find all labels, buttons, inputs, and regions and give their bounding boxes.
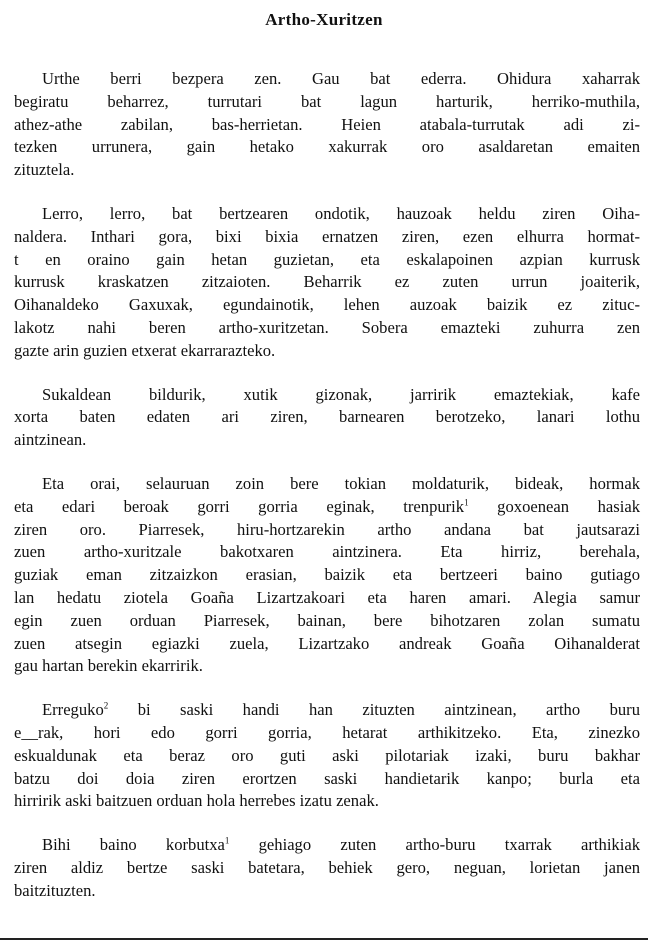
text-line [14,496,640,519]
text-line: zuen atsegin egiazki zuela, Lizartzako andreak Goaña Oihanalderat [14,633,640,653]
text-line: kurrusk kraskatzen zitzaioten. Beharrik ez zuten urrun joaiterik, [14,272,640,292]
text-line: Urthe berri bezpera zen. Gau bat ederra. Ohidura xaharrak [42,69,640,88]
footnote-ref: 1 [224,835,230,846]
paragraph-3 [14,384,640,452]
text-line: begiratu beharrez, turrutari bat lagun harturik, herriko-muthila, [14,91,640,111]
text-line: Lerro, lerro, bat bertzearen ondotik, hauzoak heldu ziren Oiha- [42,203,640,223]
text-line: eskualdunak eta beraz oro guti aski pilotariak izaki, buru bakhar [14,745,640,765]
text-line: ziren aldiz bertze saski batetara, behiek gero, neguan, lorietan janen [14,857,640,877]
text-segment: gehiago zuten artho-buru txarrak arthikiak [258,835,640,855]
text-line: t en oraino gain hetan guzietan, eta eskalapoinen azpian kurrusk [14,249,640,269]
text-line: gazte arin guzien etxerat ekarrarazteko. [14,340,276,360]
text-line: athez-athe zabilan, bas-herrietan. Heien atabala-turrutak adi zi- [14,114,640,134]
footnote-ref: 2 [103,700,109,711]
text-segment: goxoenean hasiak [497,496,641,516]
text-segment: Bihi baino korbutxa [42,835,225,855]
text-segment: bi saski handi han zituzten aintzinean, artho buru [137,700,640,720]
text-line: e__rak, hori edo gorri gorria, hetarat arthikitzeko. Eta, zinezko [14,722,640,742]
text-line: zuen artho-xuritzale bakotxaren aintzinera. Eta hirriz, berehala, [14,542,640,562]
document-body [14,68,640,924]
text-line: tezken urrunera, gain hetako xakurrak oro asaldaretan emaiten [14,137,640,157]
text-line: zituztela. [14,160,75,180]
text-line: gau hartan berekin ekarririk. [14,656,203,676]
text-line: Sukaldean bildurik, xutik gizonak, jarririk emaztekiak, kafe [42,384,640,404]
text-line: lan hedatu ziotela Goaña Lizartzakoari eta haren amari. Alegia samur [14,587,640,607]
paragraph-2 [14,203,640,363]
text-line: ziren oro. Piarresek, hiru-hortzarekin artho andana bat jautsarazi [14,519,640,539]
text-line: baitzituzten. [14,880,96,900]
text-line [14,834,640,857]
paragraph-5 [14,699,640,813]
paragraph-1 [14,68,640,182]
text-line: lakotz nahi beren artho-xuritzetan. Sobera emazteki zuhurra zen [14,317,640,337]
text-line: xorta baten edaten ari ziren, barnearen berotzeko, lanari lothu [14,407,640,427]
text-line [14,699,640,722]
text-segment: eta edari beroak gorri gorria eginak, trenpurik [14,496,465,516]
text-line: batzu doi doia ziren erortzen saski handietarik kanpo; burla eta [14,768,640,788]
text-line: Eta orai, selauruan zoin bere tokian moldaturik, bideak, hormak [42,473,640,493]
text-line: hirririk aski baitzuen orduan hola herrebes izatu zenak. [14,791,379,811]
page-title: Artho-Xuritzen [265,10,383,29]
paragraph-6 [14,834,640,902]
text-line: guziak eman zitzaizkon erasian, baizik eta bertzeeri baino gutiago [14,565,640,585]
text-line: aintzinean. [14,430,87,450]
footnote-ref: 1 [464,497,469,508]
text-line: Oihanaldeko Gaxuxak, egundainotik, lehen auzoak baizik ez zituc- [14,295,640,315]
page-bottom-rule [0,938,648,940]
text-line: naldera. Inthari gora, bixi bixia ernatzen ziren, ezen elhurra hormat- [14,226,640,246]
text-line: egin zuen orduan Piarresek, bainan, bere bihotzaren zolan sumatu [14,610,640,630]
text-segment: Erreguko [42,700,104,720]
paragraph-4 [14,473,640,678]
